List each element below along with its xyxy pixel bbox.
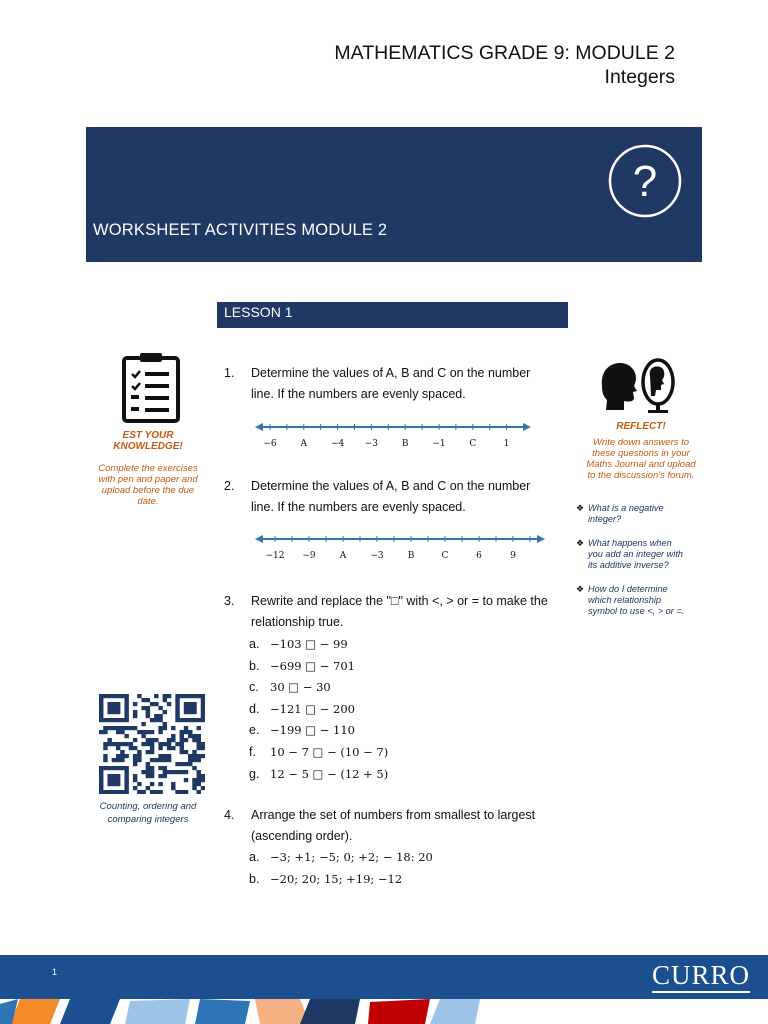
qr-caption: Counting, ordering and comparing integers	[99, 801, 197, 825]
test-knowledge-description: Complete the exercises with pen and paper and upload before the due date.	[98, 463, 198, 507]
reflecting-heads-icon	[598, 356, 678, 414]
number-line-label: −3	[370, 551, 384, 561]
number-line-2	[255, 530, 545, 564]
banner-title: WORKSHEET ACTIVITIES MODULE 2	[93, 221, 388, 239]
list-item: d. −121 □ − 200	[249, 701, 356, 716]
question-text: Rewrite and replace the "□" with <, > or = to make the relationship true.	[251, 594, 548, 629]
number-line-label: C	[441, 551, 449, 561]
decorative-shapes	[0, 999, 768, 1024]
left-arrow-icon	[255, 535, 263, 543]
document-subtitle: Integers	[604, 66, 675, 88]
reflect-questions	[576, 503, 706, 630]
diamond-bullet-icon: ❖	[576, 503, 585, 513]
number-line-label: A	[300, 439, 308, 449]
list-item: a. −3; +1; −5; 0; +2; − 18: 20	[249, 850, 433, 864]
reflect-title: REFLECT!	[616, 421, 666, 432]
list-item: a. −103 □ − 99	[249, 637, 348, 651]
list-item: ❖ What is a negative integer?	[576, 503, 664, 524]
document-title: MATHEMATICS GRADE 9: MODULE 2	[334, 42, 675, 64]
number-line-label: A	[339, 551, 347, 561]
list-item: c. 30 □ − 30	[249, 680, 331, 695]
question-1: 1. Determine the values of A, B and C on the number line. If the numbers are evenly spaced.	[224, 363, 554, 405]
number-line-label: 1	[503, 439, 510, 449]
question-text: Arrange the set of numbers from smallest to largest (ascending order).	[251, 808, 536, 843]
list-item: b. −699 □ − 701	[249, 658, 356, 673]
number-line-1	[255, 418, 531, 452]
list-item: ❖ How do I determine which relationship symbol to use <, > or =.	[576, 584, 685, 616]
number-line-label: −9	[302, 551, 316, 561]
lesson-heading	[217, 302, 568, 328]
left-arrow-icon	[255, 423, 263, 431]
test-knowledge-title: EST YOUR KNOWLEDGE!	[113, 430, 183, 452]
number-line-label: C	[469, 439, 477, 449]
qr-code-icon[interactable]	[99, 694, 205, 794]
list-item: f. 10 − 7 □ − (10 − 7)	[249, 744, 389, 759]
number-line-label: −6	[263, 439, 277, 449]
question-2: 2. Determine the values of A, B and C on the number line. If the numbers are evenly spaced.	[224, 476, 554, 518]
question-3: 3. Rewrite and replace the "□" with <, > or = to make the relationship true.	[224, 591, 554, 633]
number-line-label: 6	[476, 551, 482, 561]
clipboard-checklist-icon	[121, 352, 181, 424]
diamond-bullet-icon: ❖	[576, 584, 585, 594]
page-number: 1	[52, 967, 58, 977]
number-line-label: B	[407, 551, 415, 561]
question-mark-circle-icon	[607, 143, 683, 219]
list-item: b. −20; 20; 15; +19; −12	[249, 871, 403, 886]
question-4: 4. Arrange the set of numbers from smallest to largest (ascending order).	[224, 805, 554, 847]
number-line-label: −4	[330, 439, 345, 449]
number-line-label: 9	[510, 551, 516, 561]
number-line-label: B	[401, 439, 409, 449]
right-arrow-icon	[523, 423, 531, 431]
right-arrow-icon	[537, 535, 545, 543]
svg-text:?: ?	[632, 157, 658, 206]
question-text: Determine the values of A, B and C on the number line. If the numbers are evenly spaced.	[251, 479, 531, 514]
worksheet-banner	[86, 127, 702, 262]
question-text: Determine the values of A, B and C on the number line. If the numbers are evenly spaced.	[251, 366, 531, 401]
number-line-label: −12	[265, 551, 285, 561]
list-item: g. 12 − 5 □ − (12 + 5)	[249, 766, 389, 781]
lesson-label: LESSON 1	[224, 304, 293, 320]
list-item: e. −199 □ − 110	[249, 723, 356, 738]
question-4-items	[249, 847, 433, 890]
number-line-label: −3	[364, 439, 379, 449]
diamond-bullet-icon: ❖	[576, 538, 585, 548]
question-3-items	[249, 634, 388, 785]
page-footer	[0, 955, 768, 999]
list-item: ❖ What happens when you add an integer with its additive inverse?	[576, 538, 684, 570]
number-line-label: −1	[432, 439, 446, 449]
reflect-description: Write down answers to these questions in your Maths Journal and upload to the discussion's forum.	[586, 437, 696, 481]
curro-logo: CURRO	[652, 960, 750, 993]
